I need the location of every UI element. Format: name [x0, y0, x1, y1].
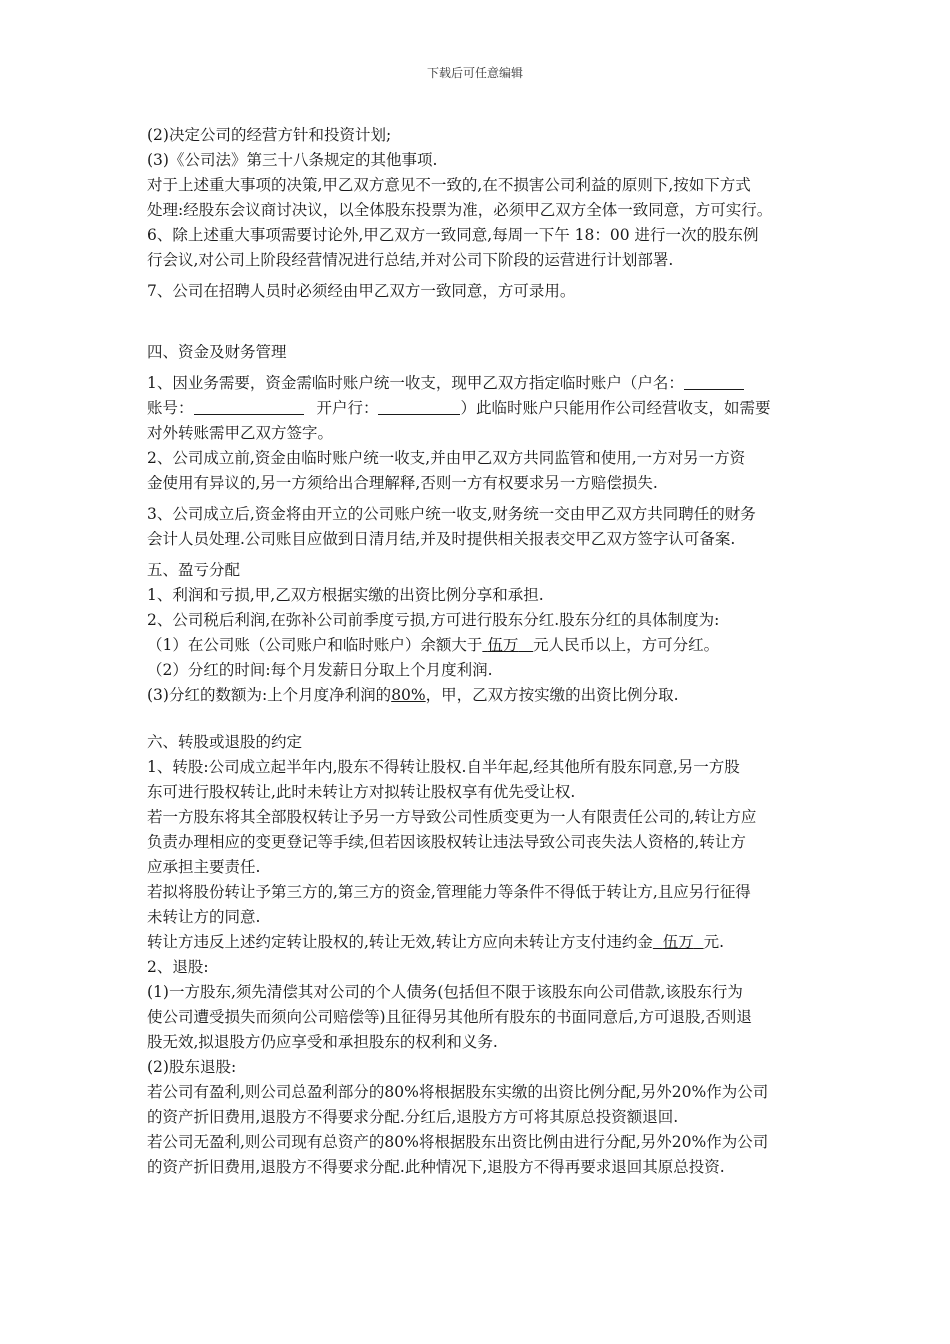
paragraph-line: 对外转账需甲乙双方签字。: [147, 424, 334, 442]
paragraph-line: (3)分红的数额为:上个月度净利润的80%，甲，乙双方按实缴的出资比例分取.: [147, 686, 679, 704]
paragraph-line: 7、公司在招聘人员时必须经由甲乙双方一致同意，方可录用。: [147, 282, 576, 300]
account-usage-text: ）此临时账户只能用作公司经营收支，如需要: [460, 399, 771, 417]
paragraph-line: 使公司遭受损失而须向公司赔偿等)且征得另其他所有股东的书面同意后,方可退股,否则退: [147, 1008, 752, 1026]
paragraph-line: (2)股东退股:: [147, 1058, 237, 1076]
document-body: [147, 123, 827, 1180]
account-number-blank: [194, 398, 304, 415]
section-heading-5: 五、盈亏分配: [147, 561, 241, 579]
paragraph-line: 2、公司税后利润,在弥补公司前季度亏损,方可进行股东分红.股东分红的具体制度为:: [147, 611, 720, 629]
paragraph-line: （1）在公司账（公司账户和临时账户）余额大于 伍万 元人民币以上，方可分红。: [147, 636, 720, 654]
section-heading-6: 六、转股或退股的约定: [147, 733, 303, 751]
dividend-threshold-value: 伍万: [487, 636, 519, 654]
paragraph-line: 会计人员处理.公司账目应做到日清月结,并及时提供相关报表交甲乙双方签字认可备案.: [147, 530, 736, 548]
paragraph-line: 若公司无盈利,则公司现有总资产的80%将根据股东出资比例由进行分配,另外20%作为公司: [147, 1133, 769, 1151]
paragraph-line: 对于上述重大事项的决策,甲乙双方意见不一致的,在不损害公司利益的原则下,按如下方式: [147, 176, 751, 194]
paragraph-line: 金使用有异议的,另一方须给出合理解释,否则一方有权要求另一方赔偿损失.: [147, 474, 658, 492]
paragraph-line: (2)决定公司的经营方针和投资计划;: [147, 126, 392, 144]
paragraph-line: 若拟将股份转让予第三方的,第三方的资金,管理能力等条件不得低于转让方,且应另行征得: [147, 883, 751, 901]
dividend-percent-value: 80%: [391, 686, 426, 704]
paragraph-line: 1、转股:公司成立起半年内,股东不得转让股权.自半年起,经其他所有股东同意,另一方股: [147, 758, 740, 776]
paragraph-line: 若公司有盈利,则公司总盈利部分的80%将根据股东实缴的出资比例分配,另外20%作为公司: [147, 1083, 769, 1101]
paragraph-line: 处理:经股东会议商讨决议，以全体股东投票为准，必须甲乙双方全体一致同意，方可实行。: [147, 201, 773, 219]
paragraph-line: 股无效,拟退股方仍应享受和承担股东的权利和义务.: [147, 1033, 498, 1051]
paragraph-line: 6、除上述重大事项需要讨论外,甲乙双方一致同意,每周一下午 18：00 进行一次的股东例: [147, 226, 759, 244]
paragraph-line: 负责办理相应的变更登记等手续,但若因该股权转让违法导致公司丧失法人资格的,转让方: [147, 833, 746, 851]
paragraph-line: 若一方股东将其全部股权转让予另一方导致公司性质变更为一人有限责任公司的,转让方应: [147, 808, 757, 826]
penalty-amount-value: 伍万: [662, 933, 694, 951]
paragraph-line: 1、利润和亏损,甲,乙双方根据实缴的出资比例分享和承担.: [147, 586, 544, 604]
paragraph-line: 3、公司成立后,资金将由开立的公司账户统一收支,财务统一交由甲乙双方共同聘任的财务: [147, 505, 756, 523]
page-header: 下载后可任意编辑: [426, 66, 523, 80]
paragraph-line: [147, 396, 827, 421]
paragraph-line: 东可进行股权转让,此时未转让方对拟转让股权享有优先受让权.: [147, 783, 576, 801]
paragraph-line: 未转让方的同意.: [147, 908, 261, 926]
paragraph-line: [147, 371, 827, 396]
paragraph-line: 的资产折旧费用,退股方不得要求分配.分红后,退股方方可将其原总投资额退回.: [147, 1108, 679, 1126]
paragraph-line: （2）分红的时间:每个月发薪日分取上个月度利润.: [147, 661, 493, 679]
bank-blank: [378, 398, 460, 415]
paragraph-line: 行会议,对公司上阶段经营情况进行总结,并对公司下阶段的运营进行计划部署.: [147, 251, 674, 269]
account-number-label: 账号：: [147, 399, 194, 417]
paragraph-line: (1)一方股东,须先清偿其对公司的个人债务(包括但不限于该股东向公司借款,该股东行为: [147, 983, 743, 1001]
paragraph-line: 2、公司成立前,资金由临时账户统一收支,并由甲乙双方共同监管和使用,一方对另一方资: [147, 449, 746, 467]
paragraph-line: 转让方违反上述约定转让股权的,转让无效,转让方应向未转让方支付违约金 伍万 元.: [147, 933, 725, 951]
account-intro-text: 1、因业务需要，资金需临时账户统一收支，现甲乙双方指定临时账户（户名：: [147, 374, 684, 392]
paragraph-line: 的资产折旧费用,退股方不得要求分配.此种情况下,退股方不得再要求退回其原总投资.: [147, 1158, 725, 1176]
section-heading-4: 四、资金及财务管理: [147, 343, 287, 361]
account-name-blank: [684, 373, 744, 390]
bank-label: 开户行：: [316, 399, 379, 417]
paragraph-line: 应承担主要责任.: [147, 858, 261, 876]
paragraph-line: (3)《公司法》第三十八条规定的其他事项.: [147, 151, 438, 169]
paragraph-line: 2、退股:: [147, 958, 209, 976]
